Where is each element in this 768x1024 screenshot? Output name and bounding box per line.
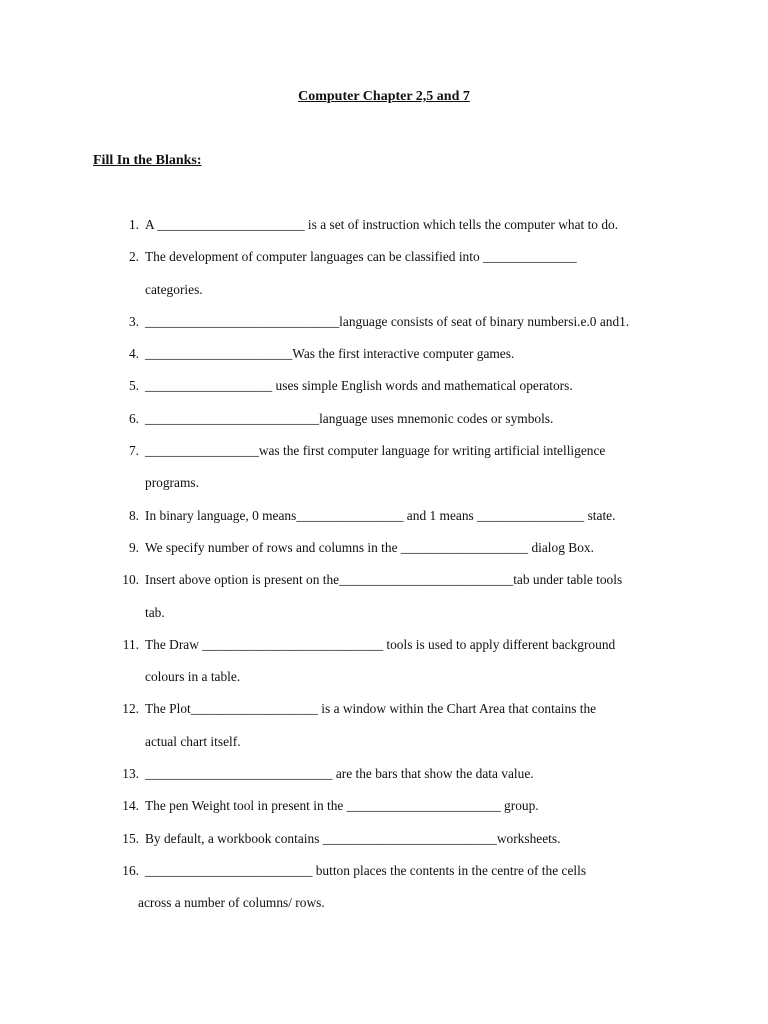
question-number: 6.	[128, 410, 139, 426]
question-number: 5.	[128, 378, 139, 394]
question-item	[108, 500, 708, 532]
question-item	[108, 823, 708, 855]
page-title: Computer Chapter 2,5 and 7	[298, 89, 470, 104]
question-text: _________________________ button places the contents in the centre of the cells	[145, 862, 587, 878]
question-number: 16.	[122, 862, 139, 878]
question-text-continued: programs.	[145, 475, 199, 491]
question-text: In binary language, 0 means________________ and 1 means ________________ state.	[145, 507, 616, 523]
question-text: ____________________________ are the bars that show the data value.	[145, 766, 534, 782]
question-item	[108, 306, 708, 338]
question-number: 9.	[128, 539, 139, 555]
question-item	[108, 758, 708, 790]
question-number: 4.	[128, 346, 139, 362]
question-number: 14.	[122, 798, 139, 814]
question-number: 7.	[128, 443, 139, 459]
question-item	[108, 855, 708, 920]
question-item	[108, 403, 708, 435]
question-number: 15.	[122, 830, 139, 846]
question-text: The Plot___________________ is a window within the Chart Area that contains the	[145, 701, 597, 717]
question-text-continued: across a number of columns/ rows.	[138, 895, 325, 911]
question-item	[108, 564, 708, 629]
question-list	[108, 209, 708, 920]
question-text-continued: categories.	[145, 281, 203, 297]
question-text: __________________________language uses mnemonic codes or symbols.	[145, 410, 554, 426]
question-text-continued: tab.	[145, 604, 165, 620]
section-heading: Fill In the Blanks:	[93, 153, 202, 168]
question-text-continued: actual chart itself.	[145, 733, 241, 749]
question-text-continued: colours in a table.	[145, 669, 241, 685]
question-item	[108, 338, 708, 370]
question-number: 2.	[128, 249, 139, 265]
question-text: ___________________ uses simple English words and mathematical operators.	[145, 378, 573, 394]
question-item	[108, 693, 708, 758]
question-text: Insert above option is present on the__________________________tab under table tools	[145, 572, 623, 588]
question-text: A ______________________ is a set of instruction which tells the computer what to do.	[145, 217, 619, 232]
question-number: 13.	[122, 766, 139, 782]
question-item	[108, 370, 708, 402]
question-number: 3.	[128, 313, 139, 329]
question-number: 11.	[122, 636, 139, 652]
question-item	[108, 532, 708, 564]
question-item	[108, 790, 708, 822]
question-item	[108, 241, 708, 306]
question-number: 8.	[128, 507, 139, 523]
question-text: The pen Weight tool in present in the _______________________ group.	[145, 798, 539, 814]
question-text: _________________was the first computer language for writing artificial intelligence	[145, 443, 606, 459]
question-item	[108, 629, 708, 694]
question-text: ______________________Was the first interactive computer games.	[145, 346, 515, 362]
question-text: By default, a workbook contains __________________________worksheets.	[145, 830, 561, 846]
question-text: _____________________________language consists of seat of binary numbersi.e.0 and1.	[145, 313, 630, 329]
question-number: 12.	[122, 701, 139, 717]
question-number: 1.	[128, 217, 139, 232]
question-text: The Draw ___________________________ tools is used to apply different background	[145, 636, 616, 652]
question-item	[108, 209, 708, 241]
question-text: The development of computer languages can be classified into ______________	[145, 249, 577, 265]
question-item	[108, 435, 708, 500]
question-number: 10.	[122, 572, 139, 588]
question-text: We specify number of rows and columns in the ___________________ dialog Box.	[145, 539, 594, 555]
